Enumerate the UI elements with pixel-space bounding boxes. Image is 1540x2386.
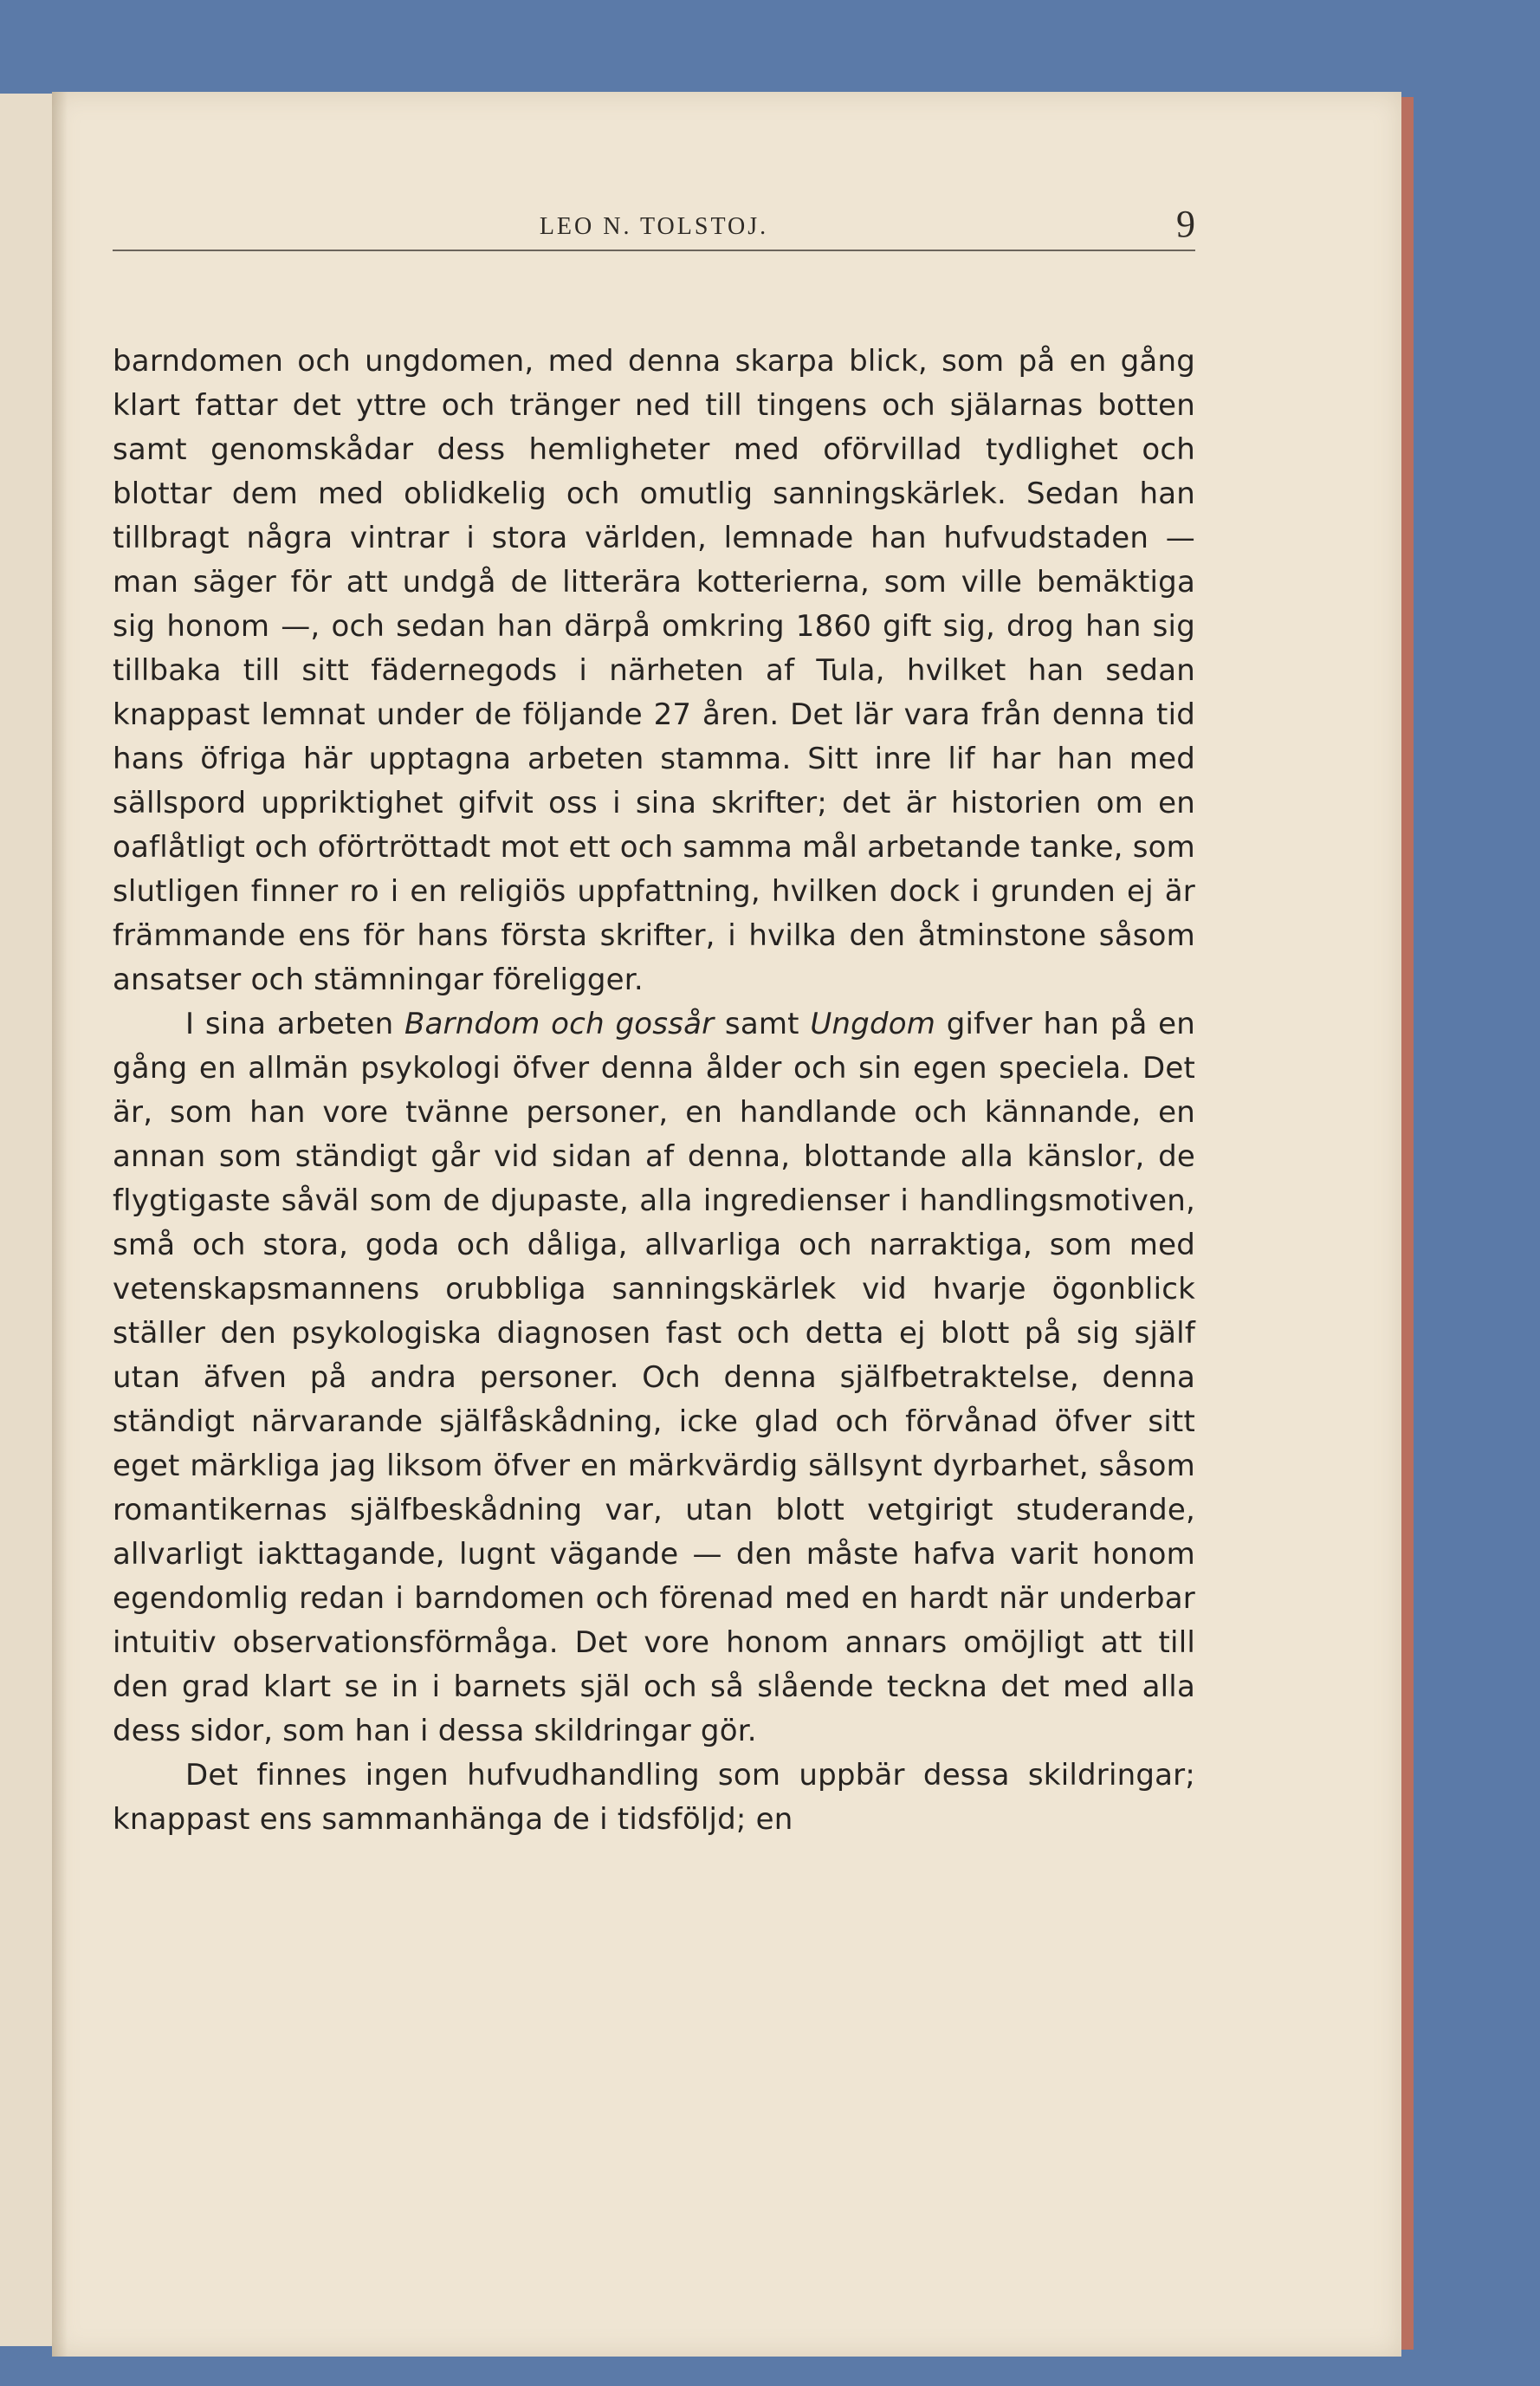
paragraph-2 bbox=[113, 1002, 1195, 1754]
paragraph-3: Det finnes ingen hufvudhandling som uppbär dessa skildringar; knappast ens sammanhänga de i tidsföljd; en bbox=[113, 1758, 1195, 1837]
page-fore-edge bbox=[1401, 97, 1414, 2350]
book-title-ungdom: Ungdom bbox=[810, 1007, 936, 1041]
page-header bbox=[113, 189, 1195, 251]
running-head: LEO N. TOLSTOJ. bbox=[539, 213, 769, 240]
book-title-barndom: Barndom och gossår bbox=[404, 1007, 715, 1041]
body-text bbox=[113, 340, 1195, 1842]
paragraph-2-text: I sina arbeten bbox=[185, 1007, 404, 1041]
paragraph-2-text: samt bbox=[714, 1007, 811, 1041]
paragraph-1: barndomen och ungdomen, med denna skarpa blick, som på en gång klart fattar det yttre och tränger ned till tingens och själarnas botten samt genomskådar dess hemligheter med oförvillad tydlighet och blottar dem med oblidkelig och omutlig sanningskärlek. Sedan han tillbragt några vintrar i stora världen, lemnade han hufvudstaden — man säger för att undgå de litterära kotterierna, som ville bemäktiga sig honom —, och sedan han därpå omkring 1860 gift sig, drog han sig tillbaka till sitt fädernegods i närheten af Tula, hvilket han sedan knappast lemnat under de följande 27 åren. Det lär vara från denna tid hans öfriga här upptagna arbeten stamma. Sitt inre lif har han med sällspord uppriktighet gifvit oss i sina skrifter; det är historien om en oaflåtligt och oförtröttadt mot ett och samma mål arbetande tanke, som slutligen finner ro i en religiös uppfattning, hvilken dock i grunden ej är främmande ens för hans första skrifter, i hvilka den åtminstone såsom ansatser och stämningar föreligger. bbox=[113, 344, 1195, 997]
page-number: 9 bbox=[1176, 203, 1195, 245]
page-gutter-shadow bbox=[52, 92, 68, 2357]
paragraph-2-text: gifver han på en gång en allmän psykologi öfver denna ålder och sin egen speciela. Det är, som han vore tvänne personer, en handlande och kännande, en annan som ständigt går vid sidan af denna, blottande alla känslor, de flygtigaste såväl som de djupaste, alla ingredienser i handlingsmotiven, små och stora, goda och dåliga, allvarliga och narraktiga, som med vetenskapsmannens orubbliga sanningskärlek vid hvarje ögonblick ställer den psykologiska diagnosen fast och detta ej blott på sig själf utan äfven på andra personer. Och denna själfbetraktelse, denna ständigt närvarande själfåskådning, icke glad och förvånad öfver sitt eget märkliga jag liksom öfver en märkvärdig sällsynt dyrbarhet, såsom romantikernas själfbeskådning var, utan blott vetgirigt studerande, allvarligt iakttagande, lugnt vägande — den måste hafva varit honom egendomlig redan i barndomen och förenad med en hardt när underbar intuitiv observationsförmåga. Det vore honom annars omöjligt att till den grad klart se in i barnets själ och så slående teckna det med alla dess sidor, som han i dessa skildringar gör. bbox=[113, 1007, 1196, 1748]
facing-page-edge bbox=[0, 94, 54, 2346]
